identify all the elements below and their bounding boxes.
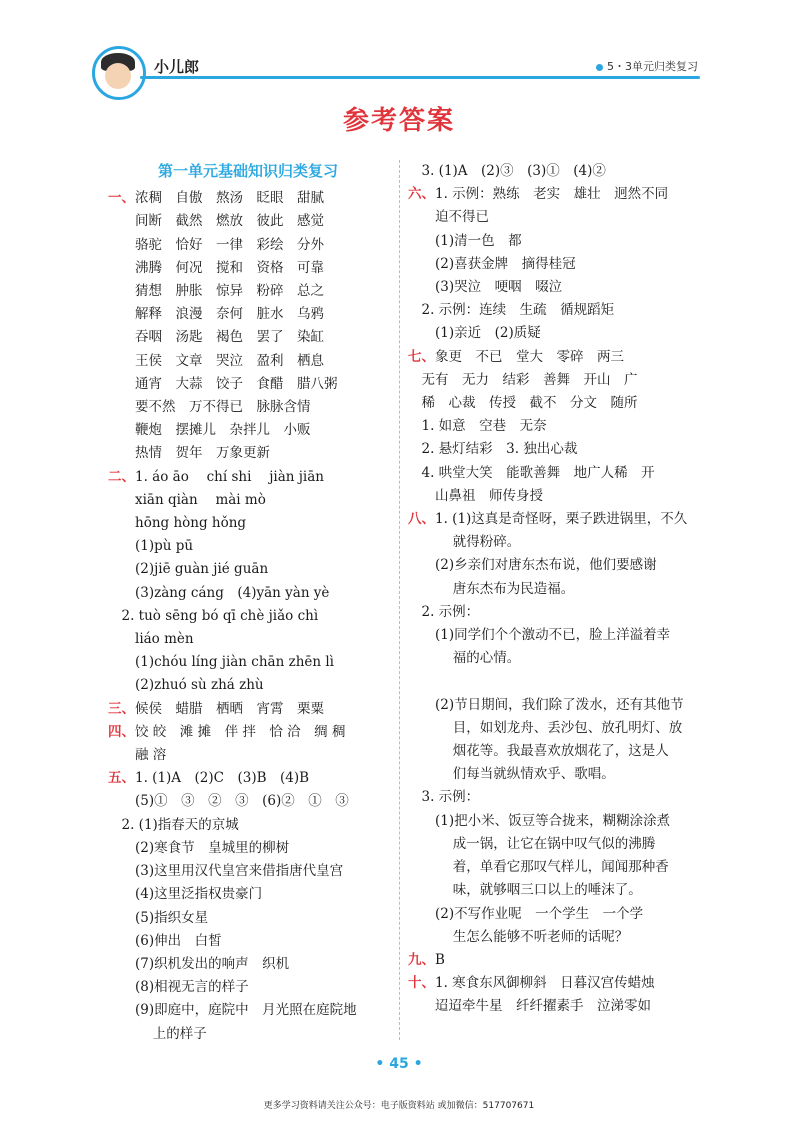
logo-face-shape: [105, 63, 131, 89]
answer-line: [408, 299, 708, 322]
answer-text: 通宵 大蒜 饺子 食醋 腊八粥: [108, 375, 338, 392]
answer-line: [408, 206, 708, 229]
answer-line: [408, 856, 708, 879]
answer-text: 浓稠 自傲 熬汤 眨眼 甜腻: [135, 190, 324, 207]
answer-text: (1)清一色 都: [408, 232, 522, 249]
section-marker: 十、: [408, 975, 435, 992]
answer-text: 2. 示例：: [408, 603, 480, 620]
answer-text: 1. (1)A (2)C (3)B (4)B: [135, 770, 310, 787]
answer-line: [108, 466, 388, 489]
answer-text: xiān qiàn mài mò: [108, 491, 266, 508]
section-marker: 二、: [108, 468, 135, 485]
answer-text: 2. 悬灯结彩 3. 独出心裁: [408, 441, 578, 458]
answer-text: (5)指织女星: [108, 909, 209, 926]
answer-text: 象更 不已 堂大 零碎 两三: [435, 348, 624, 365]
answer-line: [108, 953, 388, 976]
answer-line: [408, 160, 708, 183]
answer-line: [108, 674, 388, 697]
answer-text: (8)相视无言的样子: [108, 979, 249, 996]
answer-line: [108, 187, 388, 210]
answer-text: 1. 如意 空巷 无奈: [408, 418, 547, 435]
answer-line: [408, 392, 708, 415]
section-marker: 三、: [108, 700, 135, 717]
answer-text: (2)zhuó sù zhá zhù: [108, 677, 264, 694]
answer-text: (9)即庭中，庭院中 月光照在庭院地: [108, 1002, 357, 1019]
answer-line: [408, 624, 708, 647]
answer-text: 解释 浪漫 奈何 脏水 乌鸦: [108, 306, 324, 323]
answer-text: 上的样子: [108, 1025, 207, 1042]
answer-line: [108, 999, 388, 1022]
brand-logo: [92, 46, 146, 100]
section-marker: 九、: [408, 951, 435, 968]
answer-line: [408, 578, 708, 601]
answer-line: [108, 744, 388, 767]
answer-line: [408, 995, 708, 1018]
answer-line: [108, 790, 388, 813]
answer-line: [408, 276, 708, 299]
answer-line: [108, 698, 388, 721]
section-marker: 五、: [108, 770, 135, 787]
right-answer-list: [408, 160, 708, 1019]
answer-text: (2)喜获金牌 摘得桂冠: [408, 255, 576, 272]
answer-line: [108, 976, 388, 999]
answer-text: 迢迢牵牛星 纤纤擢素手 泣涕零如: [408, 998, 651, 1015]
answer-text: (2)乡亲们对唐东杰布说，他们要感谢: [408, 557, 657, 574]
answer-line: [408, 740, 708, 763]
answer-line: [108, 373, 388, 396]
answer-text: 1. 示例：熟练 老实 雄壮 迥然不同: [435, 186, 669, 203]
answer-line: [108, 535, 388, 558]
section-marker: 七、: [408, 348, 435, 365]
answer-line: [408, 833, 708, 856]
answer-text: (1)把小米、饭豆等合拢来，糊糊涂涂煮: [408, 812, 671, 829]
answer-line: [108, 419, 388, 442]
answer-line: [108, 767, 388, 790]
bullet-icon: [596, 64, 603, 71]
answer-text: 1. 寒食东风御柳斜 日暮汉宫传蜡烛: [435, 975, 655, 992]
answer-line: [408, 531, 708, 554]
answer-line: [408, 810, 708, 833]
answer-line: [108, 651, 388, 674]
right-column: [408, 160, 708, 1019]
answer-line: [408, 346, 708, 369]
answer-line: [408, 230, 708, 253]
answer-text: B: [435, 951, 445, 968]
answer-text: hōng hòng hǒng: [108, 515, 247, 532]
answer-line: [408, 485, 708, 508]
answer-text: (1)亲近 (2)质疑: [408, 325, 541, 342]
answer-text: 烟花等。我最喜欢放烟花了，这是人: [408, 743, 669, 760]
answer-line: [108, 210, 388, 233]
answer-line: [108, 930, 388, 953]
answer-line: [408, 926, 708, 949]
answer-text: 融 溶: [108, 747, 167, 764]
answer-line: [408, 462, 708, 485]
answer-text: 3. (1)A (2)③ (3)① (4)②: [408, 163, 606, 179]
answer-text: 1. (1)这真是奇怪呀，栗子跌进锅里，不久: [435, 511, 688, 528]
answer-text: 稀 心裁 传授 截不 分文 随所: [408, 395, 638, 412]
header-rule: [140, 76, 700, 79]
section-marker: 四、: [108, 723, 135, 740]
page-header: [0, 0, 798, 110]
answer-line: [408, 369, 708, 392]
answer-text: 2. (1)指春天的京城: [108, 816, 239, 833]
answer-line: [408, 972, 708, 995]
section-marker: 一、: [108, 190, 135, 207]
answer-text: 沸腾 何况 搅和 资格 可靠: [108, 259, 324, 276]
page-number: • 45 •: [375, 1056, 423, 1072]
answer-text: (3)zàng cáng (4)yān yàn yè: [108, 584, 330, 601]
answer-line: [108, 837, 388, 860]
answer-line: [108, 303, 388, 326]
answer-line: [408, 717, 708, 740]
section-marker: 八、: [408, 511, 435, 528]
answer-text: (6)伸出 白皙: [108, 932, 222, 949]
answer-text: (2)节日期间，我们除了泼水，还有其他节: [408, 696, 684, 713]
answer-line: [108, 234, 388, 257]
answer-line: [408, 601, 708, 624]
answer-text: 热情 贺年 万象更新: [108, 445, 270, 462]
answer-text: 福的心情。: [408, 650, 521, 667]
answer-line: [108, 396, 388, 419]
answer-text: (5)① ③ ② ③ (6)② ① ③: [108, 793, 349, 810]
answer-text: (3)哭泣 哽咽 啜泣: [408, 279, 563, 296]
answer-line: [108, 628, 388, 651]
answer-text: 们每当就纵情欢乎、歌唱。: [408, 766, 615, 783]
answer-text: 候侯 蜡腊 栖晒 宵霄 栗粟: [135, 700, 324, 717]
answer-text: 山鼻祖 师传身授: [408, 487, 543, 504]
answer-text: (1)同学们个个激动不已，脸上洋溢着幸: [408, 627, 671, 644]
answer-line: [408, 670, 708, 693]
answer-text: 着，单看它那叹气样儿，闻闻那种香: [408, 859, 669, 876]
answer-text: 就得粉碎。: [408, 534, 521, 551]
section-marker: 六、: [408, 186, 435, 203]
answer-line: [108, 907, 388, 930]
answer-text: 迫不得已: [408, 209, 489, 226]
answer-text: (2)寒食节 皇城里的柳树: [108, 839, 290, 856]
answer-text: [408, 673, 412, 689]
answer-text: liáo mèn: [108, 631, 194, 648]
answer-text: (1)chóu líng jiàn chān zhēn lì: [108, 654, 334, 671]
answer-text: 无有 无力 结彩 善舞 开山 广: [408, 371, 638, 388]
answer-line: [108, 280, 388, 303]
answer-line: [408, 903, 708, 926]
left-answer-list: [108, 187, 388, 1046]
answer-text: 3. 示例：: [408, 789, 480, 806]
answer-line: [108, 558, 388, 581]
answer-line: [108, 442, 388, 465]
answer-text: 饺 皎 滩 摊 伴 拌 恰 洽 绸 稠: [135, 723, 346, 740]
answer-line: [408, 508, 708, 531]
answer-line: [108, 582, 388, 605]
answer-line: [408, 694, 708, 717]
answer-line: [108, 326, 388, 349]
answer-text: (2)不写作业呢 一个学生 一个学: [408, 905, 644, 922]
unit-label: [596, 58, 698, 74]
answer-line: [108, 489, 388, 512]
answer-text: 鞭炮 摆摊儿 杂拌儿 小贩: [108, 422, 311, 439]
answer-text: 吞咽 汤匙 褐色 罢了 染缸: [108, 329, 324, 346]
answer-line: [408, 554, 708, 577]
answer-line: [408, 647, 708, 670]
answer-line: [408, 879, 708, 902]
answer-line: [408, 183, 708, 206]
answer-text: 要不然 万不得已 脉脉含情: [108, 399, 311, 416]
answer-text: 生怎么能够不听老师的话呢？: [408, 928, 629, 945]
answer-line: [108, 883, 388, 906]
answer-line: [108, 605, 388, 628]
left-column: [108, 160, 388, 1046]
answer-line: [408, 415, 708, 438]
answer-text: (7)织机发出的响声 织机: [108, 955, 290, 972]
answer-text: 1. áo āo chí shi jiàn jiān: [135, 468, 324, 485]
answer-line: [108, 814, 388, 837]
answer-line: [108, 1023, 388, 1046]
answer-text: (2)jiē guàn jié guān: [108, 561, 269, 578]
answer-text: 唐东杰布为民造福。: [408, 580, 575, 597]
answer-line: [408, 763, 708, 786]
answer-line: [408, 786, 708, 809]
answer-text: 味，就够咽三口以上的唾沫了。: [408, 882, 642, 899]
column-divider: [399, 160, 400, 1040]
answer-line: [408, 438, 708, 461]
answer-text: 2. tuò sēng bó qī chè jiǎo chì: [108, 607, 319, 624]
page-title: 参考答案: [342, 106, 455, 136]
brand-name: 小儿郎: [154, 58, 200, 76]
answer-text: 间断 截然 燃放 彼此 感觉: [108, 213, 324, 230]
answer-line: [408, 253, 708, 276]
answer-text: (3)这里用汉代皇宫来借指唐代皇宫: [108, 863, 344, 880]
footer-note: 更多学习资料请关注公众号：电子版资料站 或加微信：517707671: [263, 1101, 535, 1111]
answer-line: [108, 350, 388, 373]
answer-text: 2. 示例：连续 生疏 循规蹈矩: [408, 302, 615, 319]
answer-text: 猜想 肿胀 惊异 粉碎 总之: [108, 283, 324, 300]
answer-text: (4)这里泛指权贵豪门: [108, 886, 263, 903]
answer-line: [108, 721, 388, 744]
answer-text: 成一锅，让它在锅中叹气似的沸腾: [408, 835, 656, 852]
answer-line: [408, 322, 708, 345]
answer-text: 4. 哄堂大笑 能歌善舞 地广人稀 开: [408, 464, 655, 481]
answer-text: 骆驼 恰好 一律 彩绘 分外: [108, 236, 324, 253]
answer-text: 王侯 文章 哭泣 盈利 栖息: [108, 352, 324, 369]
answer-text: (1)pù pū: [108, 538, 194, 555]
answer-line: [408, 949, 708, 972]
answer-line: [108, 257, 388, 280]
section-title: 第一单元基础知识归类复习: [157, 162, 338, 180]
answer-line: [108, 512, 388, 535]
answer-text: 目，如划龙舟、丢沙包、放孔明灯、放: [408, 719, 683, 736]
unit-text: 5・3单元归类复习: [607, 60, 698, 73]
answer-line: [108, 860, 388, 883]
